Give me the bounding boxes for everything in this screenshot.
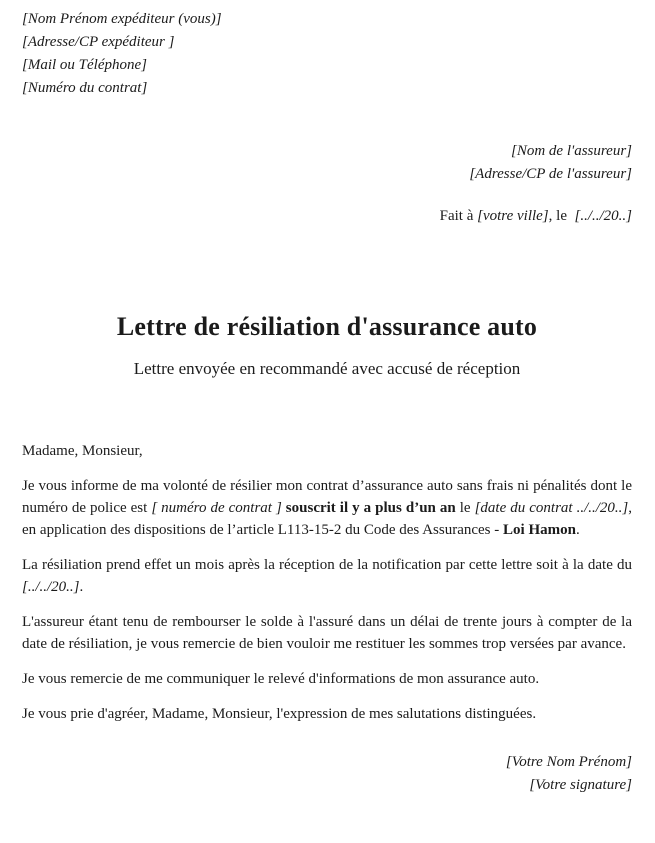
p1-text-4: .: [575, 522, 580, 538]
p1-text-1: Je vous informe de ma volonté de résilier mon contrat d’assurance auto sans frais ni pénalités dont le numéro de police est: [22, 478, 632, 516]
dateline-date-placeholder: [../../20..]: [574, 208, 632, 224]
sender-contract-line: [Numéro du contrat]: [22, 80, 148, 96]
p1-bold-souscrit: souscrit il y a plus d’un an: [281, 500, 456, 516]
dateline: [22, 205, 632, 228]
paragraph-releve-informations: Je vous remercie de me communiquer le relevé d'informations de mon assurance auto.: [22, 671, 540, 687]
letter-title: Lettre de résiliation d'assurance auto: [116, 312, 538, 341]
p1-text-2: le: [455, 500, 475, 516]
recipient-address-line: [Adresse/CP de l'assureur]: [469, 166, 632, 182]
signature-block: [22, 751, 632, 797]
p1-text-3: , en application des dispositions de l’article L113-15-2 du Code des Assurances -: [22, 500, 633, 538]
signature-sign-placeholder: [Votre signature]: [529, 777, 632, 793]
contract-number-placeholder: [ numéro de contrat ]: [151, 500, 282, 516]
paragraph-refund: L'assureur étant tenu de rembourser le solde à l'assuré dans un délai de trente jours à compter de la date de résiliation, je vous remercie de bien vouloir me restituer les sommes trop versées par avance.: [22, 614, 632, 652]
p1-bold-loi-hamon: Loi Hamon: [503, 522, 576, 538]
recipient-block: [22, 140, 632, 186]
sender-address-line: [Adresse/CP expéditeur ]: [22, 34, 175, 50]
paragraph-resiliation-request: [22, 475, 632, 541]
sender-block: [22, 8, 632, 100]
dateline-le: , le: [548, 208, 575, 224]
contract-date-placeholder: [date du contrat ../../20..]: [474, 500, 629, 516]
p2-text-2: .: [79, 579, 84, 595]
dateline-city-placeholder: [votre ville]: [477, 208, 549, 224]
letter-subtitle: Lettre envoyée en recommandé avec accusé de réception: [133, 359, 521, 378]
recipient-name-line: [Nom de l'assureur]: [511, 143, 632, 159]
dateline-prefix: Fait à: [439, 208, 478, 224]
sender-contact-line: [Mail ou Téléphone]: [22, 57, 147, 73]
paragraph-effective-date: [22, 554, 632, 598]
signature-name-placeholder: [Votre Nom Prénom]: [505, 754, 632, 770]
paragraph-closing-salutations: Je vous prie d'agréer, Madame, Monsieur, l'expression de mes salutations distinguées.: [22, 706, 537, 722]
salutation: Madame, Monsieur,: [22, 443, 143, 459]
sender-name-line: [Nom Prénom expéditeur (vous)]: [22, 11, 222, 27]
p2-text-1: La résiliation prend effet un mois après la réception de la notification par cette lettre soit à la date du: [22, 557, 632, 573]
effective-date-placeholder: [../../20..]: [22, 579, 80, 595]
